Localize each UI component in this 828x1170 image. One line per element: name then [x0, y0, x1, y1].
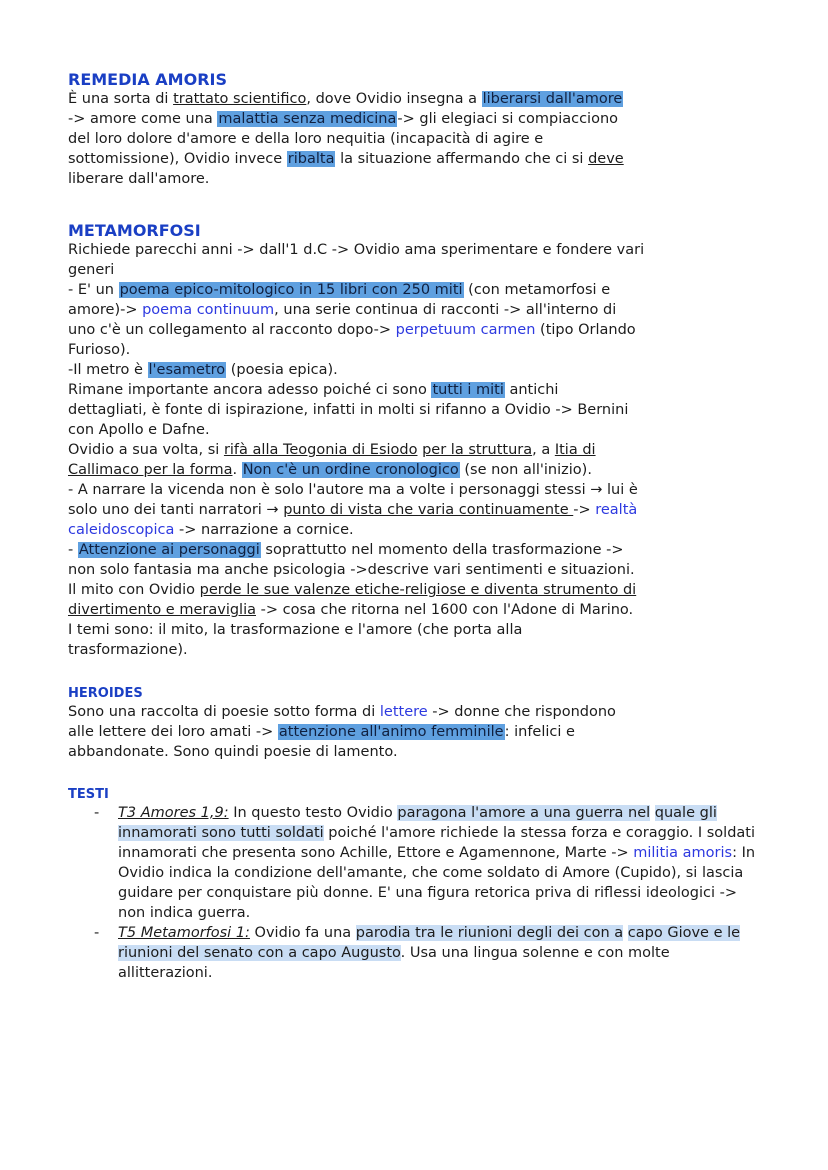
text-line: I temi sono: il mito, la trasformazione e l'amore (che porta alla [68, 622, 523, 638]
text: -Il metro è [68, 362, 148, 378]
section-title: REMEDIA AMORIS [68, 70, 227, 89]
text-line: generi [68, 262, 115, 278]
highlighted-text: Non c'è un ordine cronologico [242, 462, 459, 478]
text: uno c'è un collegamento al racconto dopo-> [68, 322, 396, 338]
text: : infelici e [504, 724, 575, 740]
text: alle lettere dei loro amati -> [68, 724, 278, 740]
highlighted-text: malattia senza medicina [218, 111, 397, 127]
underlined-text: Callimaco per la forma [68, 462, 233, 478]
text: . [232, 462, 242, 478]
text: (con metamorfosi e [463, 282, 611, 298]
text: poiché l'amore richiede la stessa [323, 825, 567, 841]
text-line [68, 580, 644, 600]
text-line [118, 925, 623, 941]
text: (poesia epica). [226, 362, 338, 378]
text: -> [573, 502, 596, 518]
text-line: dettagliati, è fonte di ispirazione, infatti in molti si rifanno a Ovidio -> Bernini [68, 402, 629, 418]
section-body [68, 89, 624, 189]
text-line: Richiede parecchi anni -> dall'1 d.C -> Ovidio ama sperimentare e fondere vari [68, 242, 645, 258]
text-line [68, 280, 644, 300]
text: -> donne che rispondono [427, 704, 616, 720]
section-body [68, 240, 644, 660]
text: - [68, 542, 78, 558]
text: -> gli elegiaci si compiacciono [397, 111, 619, 127]
text-line [68, 380, 644, 400]
section-title: HEROIDES [68, 686, 143, 701]
section-remedia-amoris [68, 70, 624, 189]
text-line [68, 320, 644, 340]
text: È una sorta di [68, 91, 174, 107]
highlighted-text: quale gli innamorati sono tutti soldati [118, 805, 717, 841]
text-line [68, 600, 644, 620]
underlined-text: Itia di [554, 442, 596, 458]
highlighted-text: parodia tra le riunioni degli dei con a [355, 925, 624, 941]
text: . Usa una lingua [400, 945, 518, 961]
highlighted-text: tutti i miti [432, 382, 504, 398]
text-line: liberare dall'amore. [68, 171, 210, 187]
highlighted-text: paragona l'amore a una guerra nel [397, 805, 651, 821]
underlined-text: punto di vista che varia continuamente [283, 502, 574, 518]
highlighted-text: poema epico-mitologico in 15 libri con 250 miti [119, 282, 463, 298]
text: (se non all'inizio). [459, 462, 592, 478]
text: Sono una raccolta di poesie sotto forma di [68, 704, 380, 720]
underlined-text: divertimento e meraviglia [68, 602, 256, 618]
text-line: I soldati innamorati che presenta sono Achille, Ettore e Agamennone, [118, 825, 756, 861]
section-body [68, 702, 616, 762]
text-line: non solo fantasia ma anche psicologia ->descrive vari sentimenti e situazioni. [68, 562, 635, 578]
highlighted-text: liberarsi dall'amore [482, 91, 623, 107]
highlighted-text: l'esametro [148, 362, 226, 378]
text-line: con Apollo e Dafne. [68, 422, 210, 438]
text-line: del loro dolore d'amore e della loro nequitia (incapacità di agire e [68, 131, 544, 147]
text-line: come soldato di Amore (Cupido), si lascia guidare per conquistare più [118, 865, 744, 901]
text-line: solenne e con molte allitterazioni. [118, 945, 670, 981]
text-line [68, 440, 644, 460]
underlined-text: trattato scientifico [173, 91, 307, 107]
blue-text: lettere [379, 704, 428, 720]
text: , una serie continua di racconti -> all'interno di [274, 302, 617, 318]
text: solo uno dei tanti narratori → [68, 502, 284, 518]
text-line [68, 722, 616, 742]
text: : In Ovidio indica la condizione dell'amante, che [118, 845, 756, 881]
text: In questo testo Ovidio [228, 805, 398, 821]
text: , dove Ovidio insegna a [306, 91, 482, 107]
text-line: trasformazione). [68, 642, 188, 658]
underlined-text: perde le sue valenze etiche-religiose e diventa strumento di [199, 582, 637, 598]
text: Ovidio a sua volta, si [68, 442, 224, 458]
section-heroides [68, 685, 616, 762]
text: soprattutto nel momento della trasformazione -> [260, 542, 624, 558]
texts-list [68, 803, 768, 983]
text: antichi [504, 382, 559, 398]
section-title: TESTI [68, 787, 109, 802]
text-line [118, 805, 650, 821]
text-reference: T5 Metamorfosi 1: [118, 925, 250, 941]
highlighted-text: capo Giove e le riunioni del senato con a capo Augusto [118, 925, 741, 961]
text: -> amore come una [68, 111, 218, 127]
highlighted-text: attenzione all'animo femminile [278, 724, 504, 740]
text-line: abbandonate. Sono quindi poesie di lamento. [68, 744, 398, 760]
text: (tipo Orlando [535, 322, 636, 338]
section-title: METAMORFOSI [68, 221, 201, 240]
text: Rimane importante ancora adesso poiché ci sono [68, 382, 432, 398]
text: amore)-> [68, 302, 143, 318]
text: la situazione affermando che ci si [335, 151, 589, 167]
blue-text: caleidoscopica [68, 522, 175, 538]
list-dash: - [94, 925, 100, 941]
text-line [68, 89, 624, 109]
text-line: Furioso). [68, 342, 131, 358]
blue-text: perpetuum carmen [395, 322, 536, 338]
section-testi [68, 786, 768, 983]
list-dash: - [94, 805, 100, 821]
highlighted-text: ribalta [287, 151, 335, 167]
blue-text: militia amoris [633, 845, 733, 861]
text-line: - A narrare la vicenda non è solo l'autore ma a volte i personaggi stessi → lui è [68, 482, 638, 498]
text-line [68, 500, 644, 520]
highlighted-text: Attenzione ai personaggi [78, 542, 260, 558]
text-line [68, 460, 644, 480]
underlined-text: rifà alla Teogonia di Esiodo [223, 442, 418, 458]
text-line [68, 149, 624, 169]
text: -> narrazione a cornice. [174, 522, 354, 538]
text-line: donne. E' una figura retorica priva di riflessi ideologici -> non indica [118, 885, 738, 921]
underlined-text: per la struttura [422, 442, 533, 458]
text: -> cosa che ritorna nel 1600 con l'Adone di Marino. [256, 602, 634, 618]
text: Ovidio fa una [249, 925, 356, 941]
text: Il mito con Ovidio [68, 582, 200, 598]
list-item [68, 803, 768, 923]
text-line [68, 702, 616, 722]
text-line [68, 300, 644, 320]
text-line [68, 520, 644, 540]
text: , a [532, 442, 555, 458]
text: sottomissione), Ovidio invece [68, 151, 287, 167]
underlined-text: deve [588, 151, 624, 167]
text-line: guerra. [197, 905, 251, 921]
text-reference: T3 Amores 1,9: [118, 805, 229, 821]
text-line [68, 360, 644, 380]
blue-text: realtà [595, 502, 638, 518]
section-metamorfosi [68, 221, 644, 660]
text-line: forza e coraggio. [571, 825, 694, 841]
blue-text: poema continuum [142, 302, 275, 318]
text: Marte -> [564, 845, 634, 861]
text: - E' un [68, 282, 119, 298]
text-line [68, 540, 644, 560]
text-line [68, 109, 624, 129]
list-item [68, 923, 768, 983]
